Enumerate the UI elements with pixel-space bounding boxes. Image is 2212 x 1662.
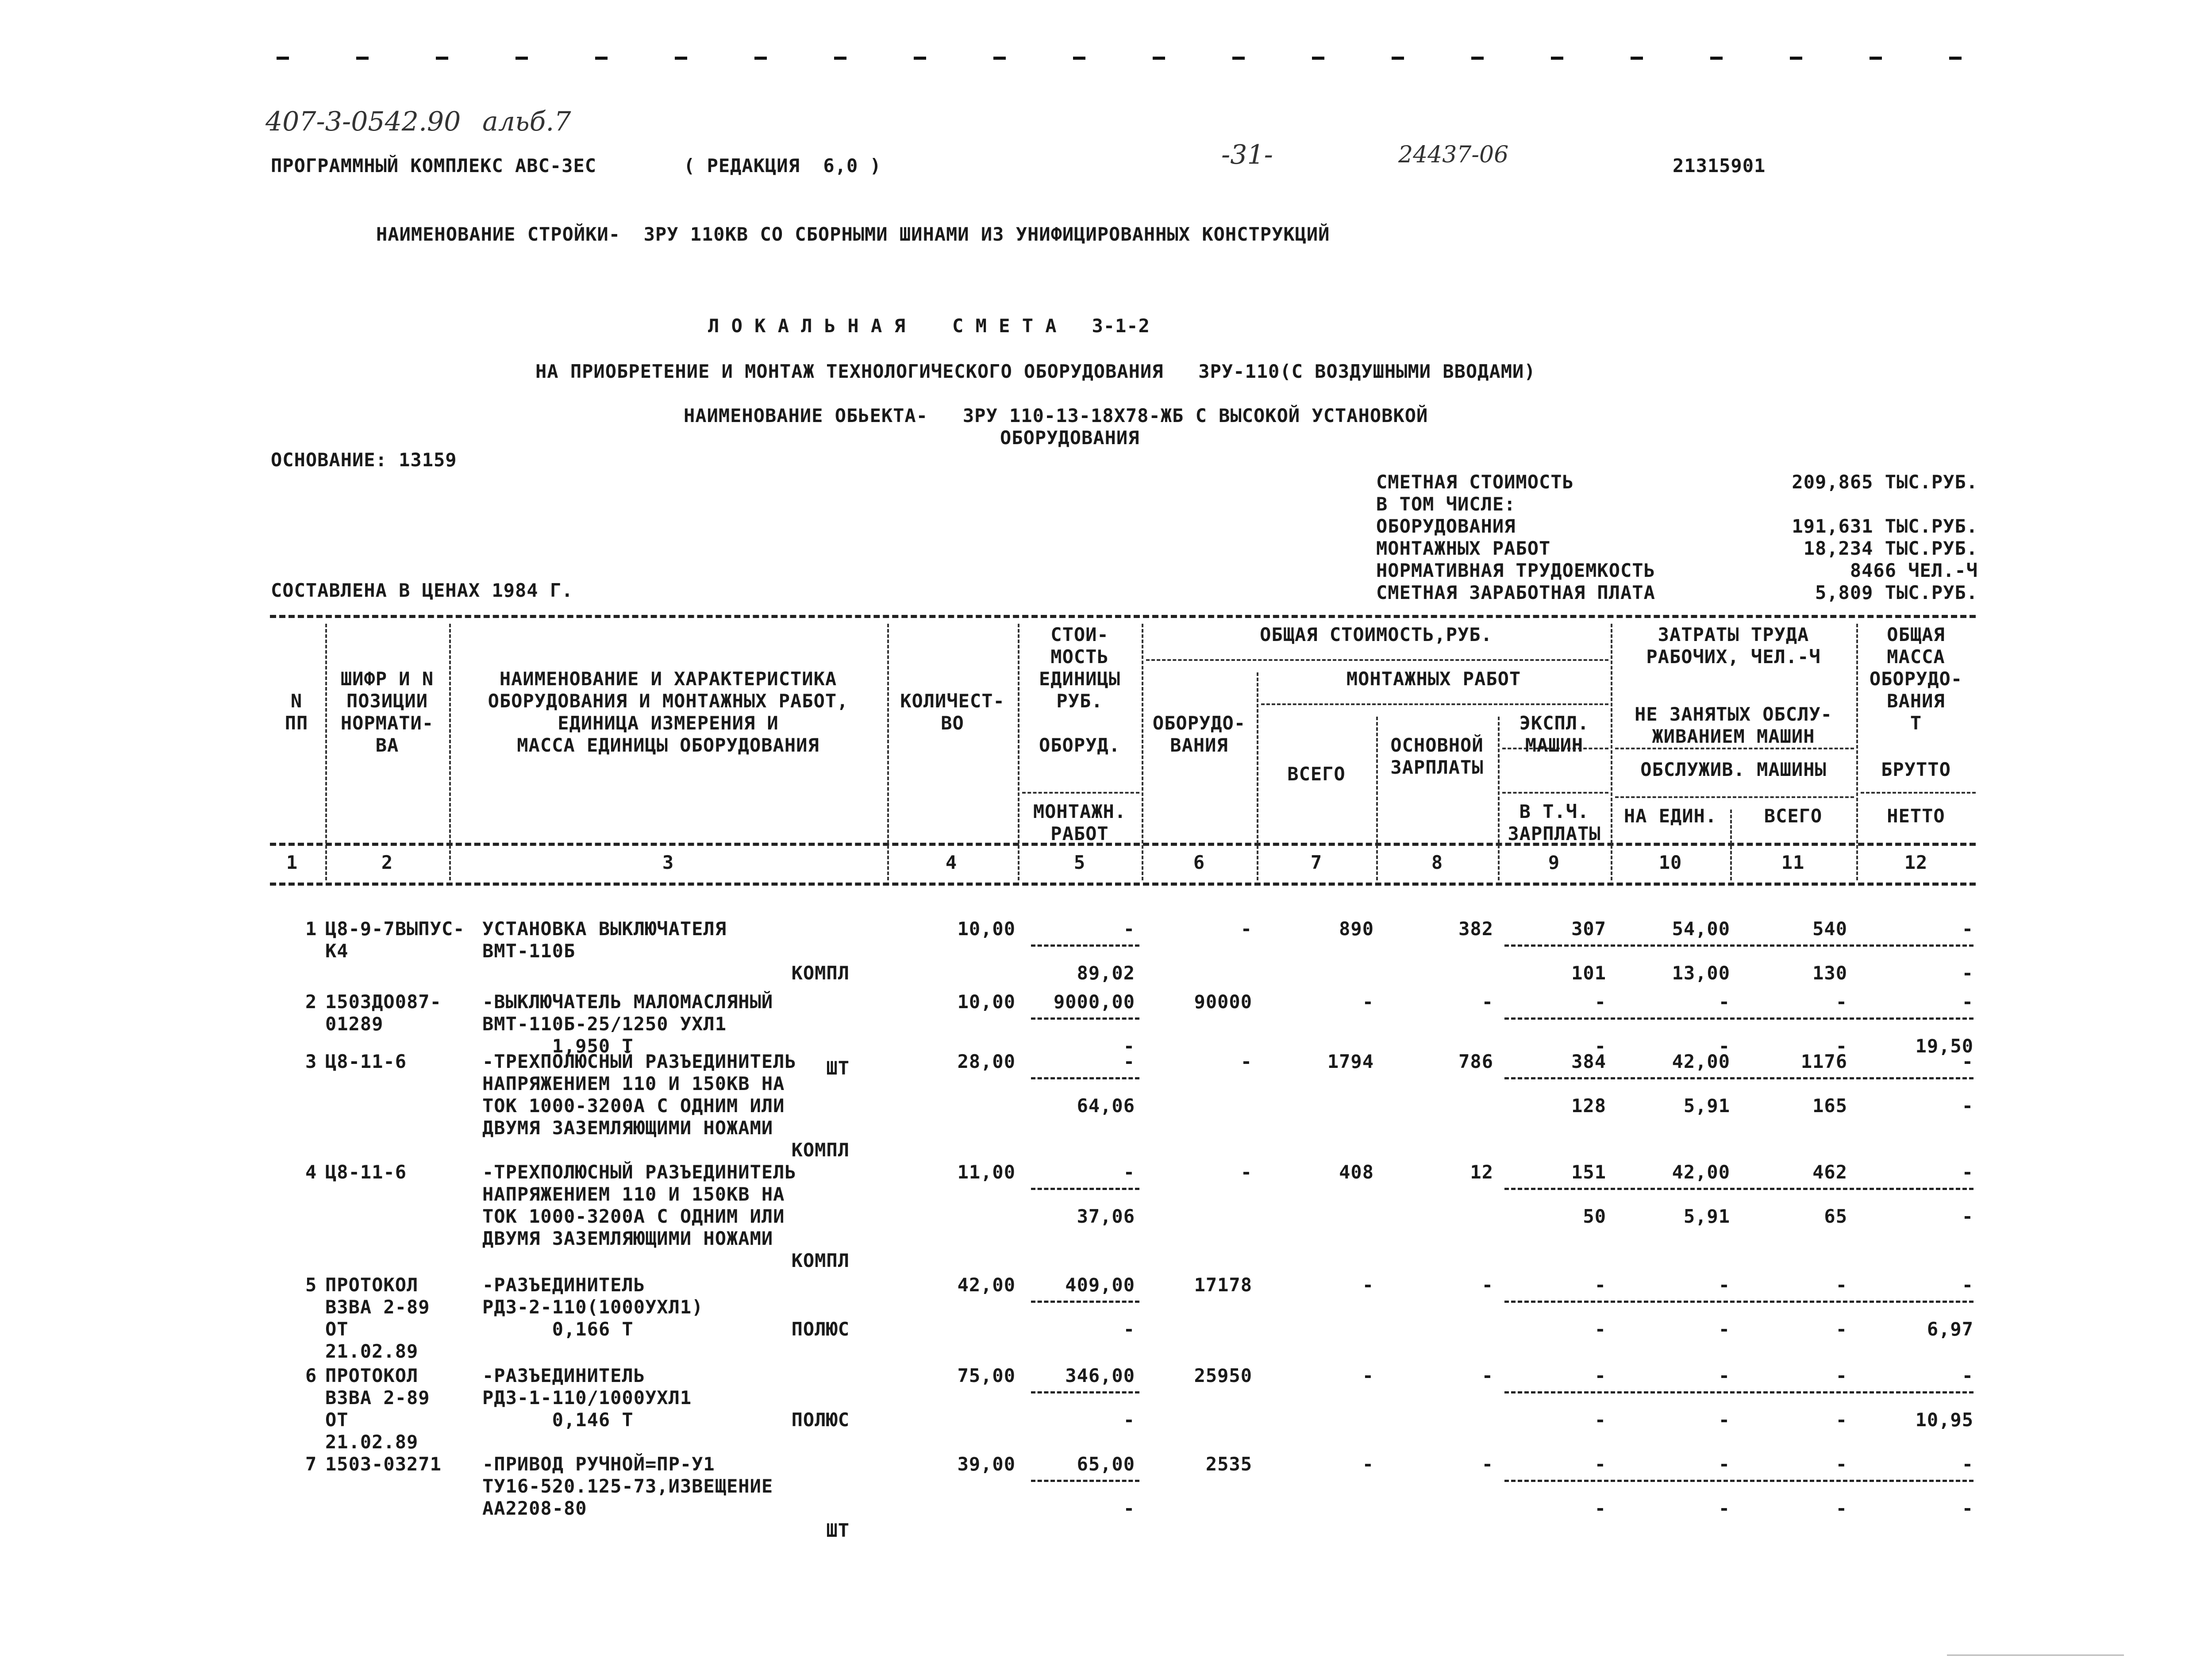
- perforation-dash: [1631, 57, 1643, 60]
- perforation-dash: [1551, 57, 1563, 60]
- row-unit-mounting-cost: -: [1123, 1318, 1135, 1340]
- table-numbers-rule: [270, 883, 1976, 886]
- header-subrule: [1022, 792, 1139, 794]
- perforation-dash: [1392, 57, 1404, 60]
- summary-label: ОБОРУДОВАНИЯ: [1376, 515, 1516, 537]
- summary-value: 5,809 ТЫС.РУБ.: [1815, 582, 1978, 603]
- row-equipment-total: 90000: [1194, 991, 1252, 1013]
- summary-value: 191,631 ТЫС.РУБ.: [1792, 515, 1978, 537]
- perforation-dash: [754, 57, 767, 60]
- col-header-n: N ПП: [285, 690, 308, 734]
- perforation-dash: [595, 57, 608, 60]
- row-machine-wages: -: [1594, 1318, 1606, 1340]
- row-machine-labor-total: -: [1835, 1318, 1847, 1340]
- col-header-unit-equipment: ОБОРУД.: [1039, 734, 1120, 756]
- column-number: 10: [1658, 852, 1682, 873]
- header-subrule: [1615, 796, 1854, 798]
- col-header-total-cost: ОБЩАЯ СТОИМОСТЬ,РУБ.: [1260, 624, 1493, 645]
- column-number: 7: [1310, 852, 1323, 873]
- row-unit: ШТ: [826, 1057, 850, 1079]
- row-mounting-total: 408: [1339, 1161, 1374, 1183]
- row-machine-labor-per-unit: -: [1718, 1497, 1730, 1519]
- row-quantity: 39,00: [957, 1453, 1016, 1475]
- summary-label: МОНТАЖНЫХ РАБОТ: [1376, 537, 1551, 559]
- row-machine-labor-per-unit: 5,91: [1683, 1095, 1730, 1117]
- row-code: ПРОТОКОЛ ВЗВА 2-89 ОТ 21.02.89: [325, 1365, 430, 1453]
- col-header-net: НЕТТО: [1887, 805, 1945, 827]
- row-mass-gross: -: [1962, 991, 1973, 1013]
- summary-label: НОРМАТИВНАЯ ТРУДОЕМКОСТЬ: [1376, 560, 1655, 581]
- perforation-dash: [1790, 57, 1802, 60]
- cell-subrule: [1504, 944, 1973, 947]
- row-machine-cost: -: [1594, 991, 1606, 1013]
- row-unit-mounting-cost: 64,06: [1077, 1095, 1135, 1117]
- software-label: ПРОГРАММНЫЙ КОМПЛЕКС АВС-3ЕС: [271, 155, 597, 177]
- row-machine-labor-per-unit: 13,00: [1672, 962, 1730, 984]
- row-mounting-total: 1794: [1327, 1051, 1374, 1072]
- row-machine-labor-total: 130: [1812, 962, 1847, 984]
- row-base-wages: -: [1481, 991, 1493, 1013]
- edition-label: ( РЕДАКЦИЯ 6,0 ): [684, 155, 881, 177]
- perforation-dash: [1153, 57, 1165, 60]
- header-subrule: [1615, 748, 1854, 749]
- row-unit-mounting-cost: -: [1123, 1035, 1135, 1057]
- perforation-dash: [1870, 57, 1882, 60]
- row-unit-equipment-cost: -: [1123, 1161, 1135, 1183]
- row-name: -ПРИВОД РУЧНОЙ=ПР-У1 ТУ16-520.125-73,ИЗВЕЩЕНИЕ АА2208-80: [482, 1453, 773, 1519]
- row-machine-labor-total: -: [1835, 1497, 1847, 1519]
- handwritten-sheet-number: 24437-06: [1398, 142, 1509, 168]
- row-base-wages: 382: [1458, 918, 1493, 940]
- row-name: -ВЫКЛЮЧАТЕЛЬ МАЛОМАСЛЯНЫЙ ВМТ-110Б-25/1250 УХЛ1 1,950 Т: [482, 991, 773, 1057]
- summary-row: [1376, 537, 1978, 560]
- col-sep: [887, 624, 889, 880]
- row-labor-per-unit: 54,00: [1672, 918, 1730, 940]
- col-header-mass: ОБЩАЯ МАССА ОБОРУДО- ВАНИЯ Т: [1869, 624, 1963, 734]
- col-header-unit-mounting: МОНТАЖН. РАБОТ: [1033, 801, 1127, 844]
- col-header-machines: ЭКСПЛ. МАШИН: [1519, 712, 1589, 756]
- row-equipment-total: 2535: [1205, 1453, 1252, 1475]
- row-machine-wages: 50: [1583, 1205, 1606, 1227]
- summary-row: [1376, 582, 1978, 604]
- scan-artifact-line: [1947, 1654, 2124, 1656]
- row-code: 1503-03271: [325, 1453, 442, 1475]
- perforation-dash: [515, 57, 528, 60]
- col-header-name: НАИМЕНОВАНИЕ И ХАРАКТЕРИСТИКА ОБОРУДОВАНИЯ И МОНТАЖНЫХ РАБОТ, ЕДИНИЦА ИЗМЕРЕНИЯ И МАССА ЕДИНИЦЫ ОБОРУДОВАНИЯ: [488, 668, 849, 756]
- row-mass-gross: -: [1962, 1051, 1973, 1072]
- row-mass-gross: -: [1962, 918, 1973, 940]
- row-machine-labor-total: -: [1835, 1409, 1847, 1431]
- row-unit-equipment-cost: 346,00: [1065, 1365, 1135, 1386]
- row-name: -ТРЕХПОЛЮСНЫЙ РАЗЪЕДИНИТЕЛЬ НАПРЯЖЕНИЕМ 110 И 150КВ НА ТОК 1000-3200А С ОДНИМ ИЛИ ДВУМЯ ЗАЗЕМЛЯЮЩИМИ НОЖАМИ: [482, 1161, 796, 1249]
- column-number: 8: [1431, 852, 1443, 873]
- row-base-wages: -: [1481, 1365, 1493, 1386]
- row-quantity: 11,00: [957, 1161, 1016, 1183]
- col-header-gross: БРУТТО: [1881, 759, 1951, 780]
- row-unit-equipment-cost: -: [1123, 918, 1135, 940]
- col-header-labor-machines: ОБСЛУЖИВ. МАШИНЫ: [1640, 759, 1827, 780]
- column-number: 3: [662, 852, 674, 873]
- summary-label: В ТОМ ЧИСЛЕ:: [1376, 493, 1516, 515]
- perforation-dash: [436, 57, 448, 60]
- cell-subrule: [1031, 1301, 1139, 1303]
- col-header-per-unit: НА ЕДИН.: [1623, 805, 1717, 827]
- row-base-wages: -: [1481, 1453, 1493, 1475]
- row-code: 1503ДО087- 01289: [325, 991, 442, 1035]
- row-number: 5: [305, 1274, 317, 1296]
- cell-subrule: [1504, 1017, 1973, 1020]
- perforation-dash: [277, 57, 289, 60]
- header-subrule: [1146, 659, 1608, 661]
- handwritten-page-number: -31-: [1221, 139, 1273, 170]
- row-unit-mounting-cost: 37,06: [1077, 1205, 1135, 1227]
- summary-label: СМЕТНАЯ ЗАРАБОТНАЯ ПЛАТА: [1376, 582, 1655, 603]
- row-labor-per-unit: -: [1718, 991, 1730, 1013]
- row-machine-cost: 307: [1571, 918, 1606, 940]
- column-number: 2: [381, 852, 393, 873]
- row-machine-wages: -: [1594, 1035, 1606, 1057]
- row-machine-labor-per-unit: -: [1718, 1409, 1730, 1431]
- row-quantity: 28,00: [957, 1051, 1016, 1072]
- row-base-wages: -: [1481, 1274, 1493, 1296]
- row-machine-labor-total: -: [1835, 1035, 1847, 1057]
- row-equipment-total: 17178: [1194, 1274, 1252, 1296]
- cell-subrule: [1504, 1480, 1973, 1482]
- row-labor-total: -: [1835, 1365, 1847, 1386]
- perforation-dash: [914, 57, 926, 60]
- perforation-dash: [1073, 57, 1085, 60]
- row-code: ПРОТОКОЛ ВЗВА 2-89 ОТ 21.02.89: [325, 1274, 430, 1362]
- summary-value: 209,865 ТЫС.РУБ.: [1792, 471, 1978, 493]
- row-machine-labor-total: 165: [1812, 1095, 1847, 1117]
- summary-value: 18,234 ТЫС.РУБ.: [1803, 537, 1978, 559]
- perforation-dash: [356, 57, 369, 60]
- summary-row: [1376, 515, 1978, 537]
- cell-subrule: [1504, 1188, 1973, 1190]
- row-mass-gross: -: [1962, 1453, 1973, 1475]
- estimate-subtitle: НА ПРИОБРЕТЕНИЕ И МОНТАЖ ТЕХНОЛОГИЧЕСКОГО ОБОРУДОВАНИЯ ЗРУ-110(С ВОЗДУШНЫМИ ВВОДАМИ): [535, 361, 1536, 382]
- row-labor-total: -: [1835, 991, 1847, 1013]
- row-number: 2: [305, 991, 317, 1013]
- price-basis: СОСТАВЛЕНА В ЦЕНАХ 1984 Г.: [271, 580, 573, 601]
- row-mass-gross: -: [1962, 1274, 1973, 1296]
- header-subrule: [1502, 792, 1608, 794]
- summary-row: [1376, 471, 1978, 493]
- row-labor-total: 462: [1812, 1161, 1847, 1183]
- row-labor-per-unit: -: [1718, 1274, 1730, 1296]
- row-mass-net: -: [1962, 1205, 1973, 1227]
- col-header-total: ВСЕГО: [1287, 763, 1346, 785]
- handwritten-album: альб.7: [482, 106, 571, 137]
- col-header-unit-cost: СТОИ- МОСТЬ ЕДИНИЦЫ РУБ.: [1039, 624, 1120, 712]
- perforation-dash: [834, 57, 846, 60]
- row-machine-labor-per-unit: -: [1718, 1318, 1730, 1340]
- row-machine-cost: -: [1594, 1274, 1606, 1296]
- row-unit-equipment-cost: 409,00: [1065, 1274, 1135, 1296]
- construction-name: НАИМЕНОВАНИЕ СТРОЙКИ- ЗРУ 110КВ СО СБОРНЫМИ ШИНАМИ ИЗ УНИФИЦИРОВАННЫХ КОНСТРУКЦИЙ: [376, 223, 1330, 245]
- col-header-labor: ЗАТРАТЫ ТРУДА РАБОЧИХ, ЧЕЛ.-Ч: [1646, 624, 1821, 668]
- row-quantity: 10,00: [957, 991, 1016, 1013]
- object-name-cont: ОБОРУДОВАНИЯ: [1000, 427, 1140, 449]
- object-name: НАИМЕНОВАНИЕ ОБЬЕКТА- ЗРУ 110-13-18Х78-ЖБ С ВЫСОКОЙ УСТАНОВКОЙ: [684, 405, 1428, 426]
- perforation-dash: [1232, 57, 1245, 60]
- row-unit: ПОЛЮС: [791, 1409, 850, 1431]
- row-labor-per-unit: 42,00: [1672, 1161, 1730, 1183]
- table-top-rule: [270, 615, 1976, 618]
- row-equipment-total: -: [1240, 1161, 1252, 1183]
- row-mounting-total: -: [1362, 1453, 1374, 1475]
- row-name: -ТРЕХПОЛЮСНЫЙ РАЗЪЕДИНИТЕЛЬ НАПРЯЖЕНИЕМ 110 И 150КВ НА ТОК 1000-3200А С ОДНИМ ИЛИ ДВУМЯ ЗАЗЕМЛЯЮЩИМИ НОЖАМИ: [482, 1051, 796, 1139]
- col-header-code: ШИФР И N ПОЗИЦИИ НОРМАТИ- ВА: [340, 668, 434, 756]
- cell-subrule: [1031, 1391, 1139, 1393]
- row-labor-per-unit: 42,00: [1672, 1051, 1730, 1072]
- row-code: Ц8-11-6: [325, 1161, 407, 1183]
- row-mounting-total: -: [1362, 991, 1374, 1013]
- row-labor-total: 540: [1812, 918, 1847, 940]
- column-number: 9: [1548, 852, 1560, 873]
- column-number: 12: [1904, 852, 1928, 873]
- col-header-equipment: ОБОРУДО- ВАНИЯ: [1152, 712, 1246, 756]
- row-labor-total: -: [1835, 1274, 1847, 1296]
- perforation-dash: [1471, 57, 1484, 60]
- row-labor-per-unit: -: [1718, 1365, 1730, 1386]
- row-machine-cost: 151: [1571, 1161, 1606, 1183]
- row-mass-net: 19,50: [1915, 1035, 1973, 1057]
- column-number: 5: [1073, 852, 1086, 873]
- row-machine-cost: -: [1594, 1365, 1606, 1386]
- row-number: 7: [305, 1453, 317, 1475]
- row-machine-labor-per-unit: -: [1718, 1035, 1730, 1057]
- cell-subrule: [1031, 1077, 1139, 1079]
- perforation-dash: [1312, 57, 1324, 60]
- row-unit: КОМПЛ: [791, 1250, 850, 1271]
- row-base-wages: 786: [1458, 1051, 1493, 1072]
- row-machine-cost: 384: [1571, 1051, 1606, 1072]
- row-machine-cost: -: [1594, 1453, 1606, 1475]
- row-unit-mounting-cost: -: [1123, 1409, 1135, 1431]
- document-code: 21315901: [1673, 155, 1766, 177]
- row-number: 1: [305, 918, 317, 940]
- row-machine-wages: 128: [1571, 1095, 1606, 1117]
- summary-value: 8466 ЧЕЛ.-Ч: [1850, 560, 1978, 581]
- row-unit-mounting-cost: -: [1123, 1497, 1135, 1519]
- row-unit: КОМПЛ: [791, 1139, 850, 1161]
- cell-subrule: [1031, 1017, 1139, 1020]
- row-unit: ПОЛЮС: [791, 1318, 850, 1340]
- row-mass-net: 10,95: [1915, 1409, 1973, 1431]
- row-mass-net: -: [1962, 962, 1973, 984]
- row-quantity: 75,00: [957, 1365, 1016, 1386]
- row-mass-gross: -: [1962, 1365, 1973, 1386]
- estimate-title: Л О К А Л Ь Н А Я С М Е Т А 3-1-2: [708, 315, 1150, 337]
- row-unit-equipment-cost: 9000,00: [1053, 991, 1135, 1013]
- perforation-dash: [675, 57, 687, 60]
- cell-subrule: [1031, 1188, 1139, 1190]
- perforation-dash: [1949, 57, 1962, 60]
- row-labor-total: 1176: [1800, 1051, 1847, 1072]
- summary-row: [1376, 493, 1978, 515]
- row-mounting-total: -: [1362, 1274, 1374, 1296]
- col-header-machine-wages: В Т.Ч. ЗАРПЛАТЫ: [1508, 801, 1601, 844]
- row-quantity: 10,00: [957, 918, 1016, 940]
- perforation-dash: [993, 57, 1006, 60]
- column-number: 1: [286, 852, 298, 873]
- cell-subrule: [1031, 1480, 1139, 1482]
- header-subrule: [1861, 792, 1976, 794]
- col-header-wages: ОСНОВНОЙ ЗАРПЛАТЫ: [1390, 734, 1484, 778]
- basis: ОСНОВАНИЕ: 13159: [271, 449, 457, 471]
- row-mass-net: 6,97: [1927, 1318, 1973, 1340]
- row-mounting-total: -: [1362, 1365, 1374, 1386]
- cell-subrule: [1504, 1301, 1973, 1303]
- row-base-wages: 12: [1470, 1161, 1493, 1183]
- row-unit-equipment-cost: -: [1123, 1051, 1135, 1072]
- summary-row: [1376, 560, 1978, 582]
- row-machine-wages: -: [1594, 1497, 1606, 1519]
- row-code: Ц8-9-7ВЫПУС- К4: [325, 918, 465, 962]
- row-labor-per-unit: -: [1718, 1453, 1730, 1475]
- row-unit-mounting-cost: 89,02: [1077, 962, 1135, 984]
- row-equipment-total: -: [1240, 1051, 1252, 1072]
- row-name: -РАЗЪЕДИНИТЕЛЬ РДЗ-1-110/1000УХЛ1 0,146 Т: [482, 1365, 692, 1431]
- cell-subrule: [1504, 1077, 1973, 1079]
- cell-subrule: [1031, 944, 1139, 947]
- row-name: УСТАНОВКА ВЫКЛЮЧАТЕЛЯ ВМТ-110Б: [482, 918, 727, 962]
- row-number: 6: [305, 1365, 317, 1386]
- row-machine-labor-total: 65: [1824, 1205, 1847, 1227]
- column-number: 11: [1781, 852, 1805, 873]
- col-header-labor-total: ВСЕГО: [1764, 805, 1823, 827]
- row-machine-wages: -: [1594, 1409, 1606, 1431]
- col-header-mounting: МОНТАЖНЫХ РАБОТ: [1346, 668, 1521, 690]
- col-header-qty: КОЛИЧЕСТ- ВО: [900, 690, 1005, 734]
- row-code: Ц8-11-6: [325, 1051, 407, 1072]
- column-number: 6: [1193, 852, 1205, 873]
- handwritten-doc-code: 407-3-0542.90: [265, 106, 461, 137]
- row-mass-net: -: [1962, 1497, 1973, 1519]
- row-mass-net: -: [1962, 1095, 1973, 1117]
- row-quantity: 42,00: [957, 1274, 1016, 1296]
- summary-label: СМЕТНАЯ СТОИМОСТЬ: [1376, 471, 1574, 493]
- column-number: 4: [945, 852, 958, 873]
- row-machine-wages: 101: [1571, 962, 1606, 984]
- row-name: -РАЗЪЕДИНИТЕЛЬ РДЗ-2-110(1000УХЛ1) 0,166 Т: [482, 1274, 704, 1340]
- row-equipment-total: -: [1240, 918, 1252, 940]
- header-subrule: [1261, 703, 1608, 705]
- row-number: 3: [305, 1051, 317, 1072]
- row-mounting-total: 890: [1339, 918, 1374, 940]
- row-labor-total: -: [1835, 1453, 1847, 1475]
- row-machine-labor-per-unit: 5,91: [1683, 1205, 1730, 1227]
- row-equipment-total: 25950: [1194, 1365, 1252, 1386]
- row-number: 4: [305, 1161, 317, 1183]
- cell-subrule: [1504, 1391, 1973, 1393]
- row-unit: КОМПЛ: [791, 962, 850, 984]
- col-header-labor-not-machines: НЕ ЗАНЯТЫХ ОБСЛУ- ЖИВАНИЕМ МАШИН: [1635, 703, 1832, 747]
- row-unit: ШТ: [826, 1520, 850, 1541]
- row-mass-gross: -: [1962, 1161, 1973, 1183]
- row-unit-equipment-cost: 65,00: [1077, 1453, 1135, 1475]
- perforation-dash: [1710, 57, 1723, 60]
